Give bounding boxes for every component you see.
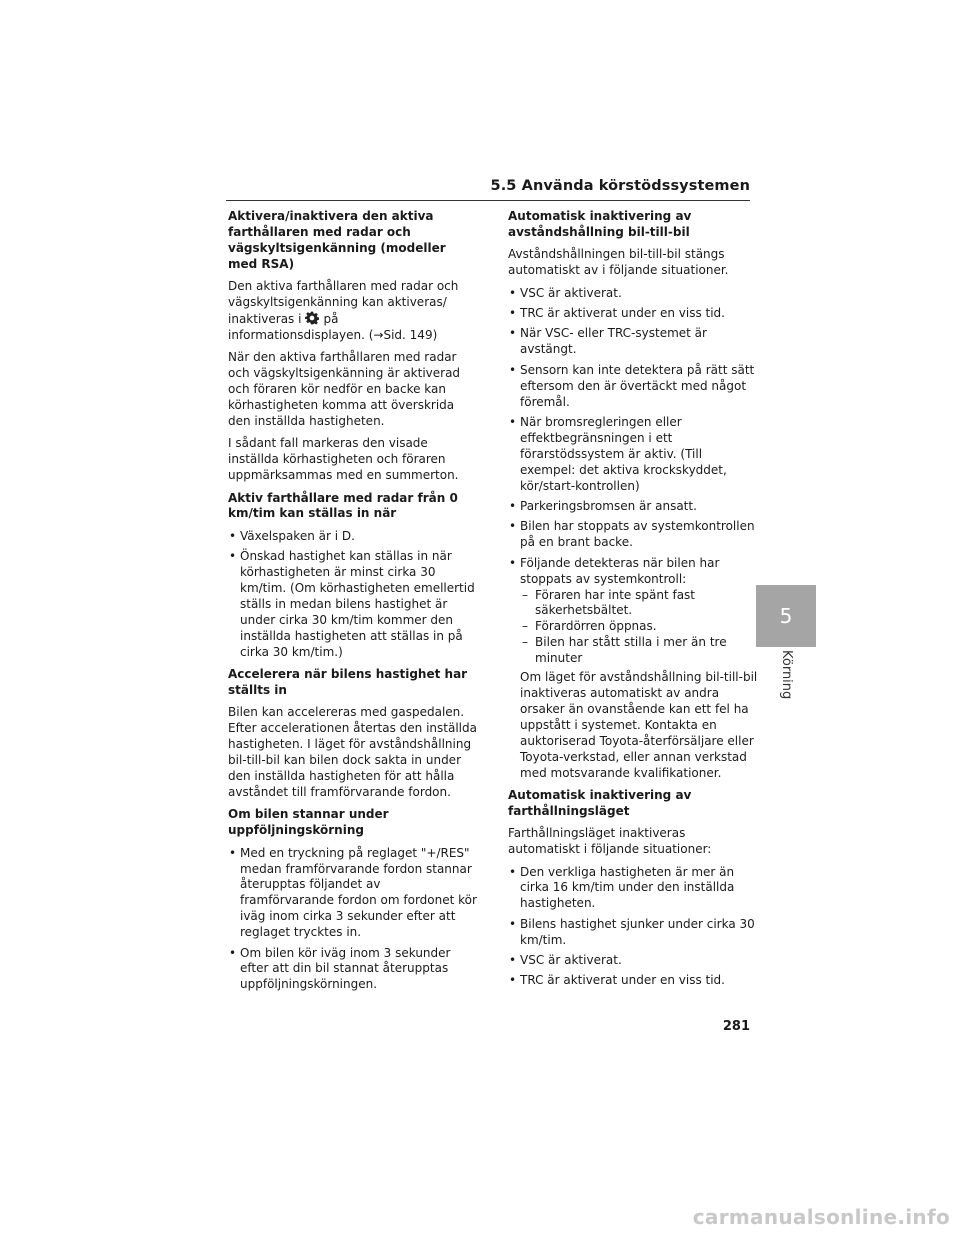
list-item: • Bilen har stoppats av systemkontrollen på en brant backe.	[508, 519, 758, 551]
sub-list-item: – Förardörren öppnas.	[520, 619, 758, 635]
list-item: • Om bilen kör iväg inom 3 sekunder efter att din bil stannat återupptas uppföljningskörningen.	[228, 946, 478, 994]
list-item: • VSC är aktiverat.	[508, 953, 758, 969]
paragraph-auto-cancel-cruise: Farthållningsläget inaktiveras automatiskt i följande situationer:	[508, 826, 712, 857]
list-item: • TRC är aktiverat under en viss tid.	[508, 306, 758, 322]
paragraph-downhill: När den aktiva farthållaren med radar och vägskyltsigenkänning är aktiverad och föraren kör nedför en backe kan körhastigheten komma att överskrida den inställda hastigheten.	[228, 350, 461, 428]
list-item: • Sensorn kan inte detektera på rätt sätt eftersom den är övertäckt med något föremål.	[508, 363, 758, 411]
watermark: carmanualsonline.info	[692, 1205, 950, 1229]
list-item: • Parkeringsbromsen är ansatt.	[508, 499, 758, 515]
left-column	[228, 209, 478, 1000]
list-item: • Följande detekteras när bilen har stoppats av systemkontroll: – Föraren har inte spänt fast säkerhetsbältet. – Förardörren öppnas. – Bilen har stått stilla i mer än tre minuter Om läget för avståndshållning bil-till-bil inaktiveras automatiskt av andra orsaker än ovanstående kan ett fel ha uppstått i systemet. Kontakta en auktoriserad Toyota-återförsäljare eller Toyota-verkstad, eller annan verkstad med motsvarande kvalifikationer.	[508, 556, 758, 782]
item-note: Om läget för avståndshållning bil-till-bil inaktiveras automatiskt av andra orsaker än ovanstående kan ett fel ha uppstått i systemet. Kontakta en auktoriserad Toyota-återförsäljare eller Toyota-verkstad, eller annan verkstad med motsvarande kvalifikationer.	[520, 670, 758, 780]
list-item: • VSC är aktiverat.	[508, 286, 758, 302]
heading-activate: Aktivera/inaktivera den aktiva farthållaren med radar och vägskyltsigenkänning (modeller med RSA)	[228, 209, 446, 271]
chapter-tab[interactable]: 5	[756, 585, 816, 647]
list-item: • TRC är aktiverat under en viss tid.	[508, 973, 758, 989]
sub-list-item: – Föraren har inte spänt fast säkerhetsbältet.	[520, 588, 758, 620]
gear-icon	[305, 311, 319, 325]
list-item: • När VSC- eller TRC-systemet är avstängt.	[508, 326, 758, 358]
section-title: 5.5 Använda körstödssystemen	[490, 178, 750, 194]
list-auto-cancel-distance	[508, 286, 758, 782]
paragraph-activate: Den aktiva farthållaren med radar och vägskyltsigenkänning kan aktiveras/ inaktiveras i på informationsdisplayen. (→Sid. 149)	[228, 279, 459, 342]
chapter-label: Körning	[779, 650, 794, 700]
right-column	[508, 209, 758, 996]
heading-accelerate: Accelerera när bilens hastighet har ställts in	[228, 667, 468, 697]
page-number: 281	[722, 1019, 750, 1034]
paragraph-accelerate: Bilen kan accelereras med gaspedalen. Efter accelerationen återtas den inställda hastigheten. I läget för avståndshållning bil-till-bil kan bilen dock sakta in under den inställda hastigheten för att hålla avståndet till framförvarande fordon.	[228, 705, 477, 799]
heading-stop: Om bilen stannar under uppföljningskörning	[228, 807, 389, 838]
list-item: • När bromsregleringen eller effektbegränsningen i ett förarstödssystem är aktiv. (Till exempel: det aktiva krockskyddet, kör/start-kontrollen)	[508, 415, 758, 495]
list-item: • Växelspaken är i D.	[228, 529, 478, 545]
section-header	[226, 178, 750, 201]
list-stop	[228, 846, 478, 994]
heading-setup: Aktiv farthållare med radar från 0 km/tim kan ställas in när	[228, 490, 458, 521]
list-item: • Den verkliga hastigheten är mer än cirka 16 km/tim under den inställda hastigheten.	[508, 865, 758, 913]
sub-list-item: – Bilen har stått stilla i mer än tre minuter	[520, 635, 758, 667]
heading-auto-cancel-cruise: Automatisk inaktivering av farthållningsläget	[508, 787, 692, 818]
list-item: • Önskad hastighet kan ställas in när körhastigheten är minst cirka 30 km/tim. (Om körhastigheten emellertid ställs in medan bilens hastighet är under cirka 30 km/tim kommer den inställda hastigheten att ställas in på cirka 30 km/tim.)	[228, 549, 478, 660]
paragraph-buzzer: I sådant fall markeras den visade inställda körhastigheten och föraren uppmärksammas med en summerton.	[228, 436, 459, 483]
list-item: • Med en tryckning på reglaget "+/RES" medan framförvarande fordon stannar återupptas följandet av framförvarande fordon om fordonet kör iväg inom cirka 3 sekunder efter att reglaget trycktes in.	[228, 846, 478, 941]
list-auto-cancel-cruise	[508, 865, 758, 990]
sub-list	[520, 588, 758, 668]
heading-auto-cancel-distance: Automatisk inaktivering av avståndshållning bil-till-bil	[508, 209, 692, 239]
paragraph-auto-cancel-distance: Avståndshållningen bil-till-bil stängs automatiskt av i följande situationer.	[508, 247, 729, 278]
list-setup	[228, 529, 478, 661]
list-item: • Bilens hastighet sjunker under cirka 30 km/tim.	[508, 917, 758, 949]
